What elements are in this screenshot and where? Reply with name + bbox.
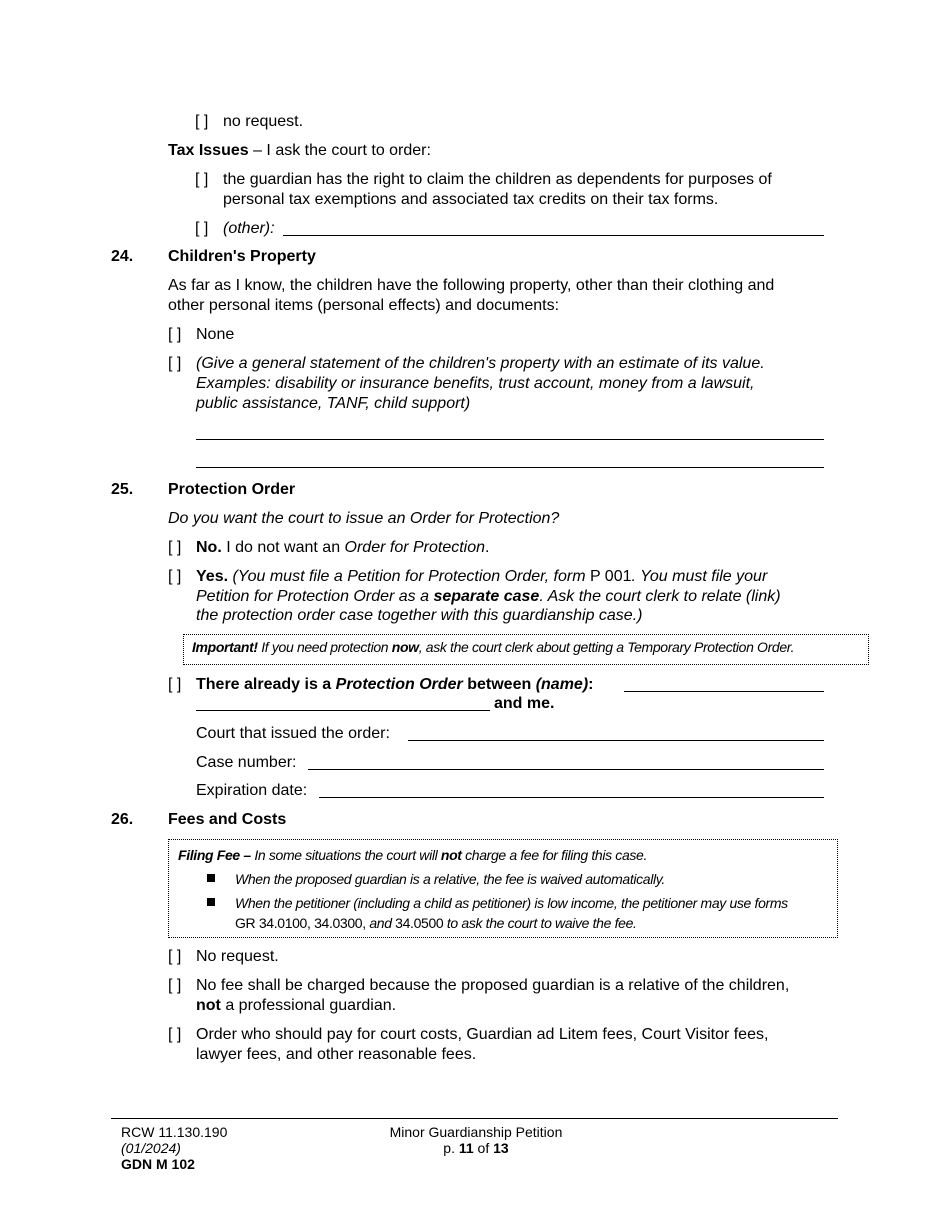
protection-no-option bbox=[168, 538, 489, 558]
gr-form-3: 34.0500 bbox=[395, 915, 444, 931]
property-statement-cont-2: public assistance, TANF, child support) bbox=[196, 395, 471, 412]
expiration-line[interactable] bbox=[319, 797, 824, 798]
expiration-label: Expiration date: bbox=[196, 782, 308, 799]
existing-text-a: There already is a bbox=[196, 676, 336, 693]
gr-forms: GR 34.0100, 34.0300, bbox=[235, 915, 366, 931]
existing-name-line[interactable] bbox=[624, 691, 824, 692]
important-text-c: , ask the court clerk about getting a Temporary Protection Order. bbox=[418, 639, 795, 655]
footer-page bbox=[376, 1140, 576, 1156]
fee-text-a: In some situations the court will bbox=[250, 847, 441, 863]
bullet-icon bbox=[207, 874, 215, 882]
fee-relative-option bbox=[168, 976, 789, 996]
and-text: and bbox=[365, 915, 396, 931]
case-number-label: Case number: bbox=[196, 754, 297, 771]
option-label: None bbox=[196, 326, 235, 343]
tax-issues-heading bbox=[168, 141, 431, 161]
yes-form-number: P 001 bbox=[589, 568, 632, 585]
yes-text-c: . You must file your bbox=[631, 568, 768, 585]
tax-other-option bbox=[195, 219, 275, 239]
section-24-number: 24. bbox=[111, 248, 134, 265]
existing-colon: : bbox=[588, 676, 594, 693]
checkbox[interactable]: [ ] bbox=[195, 171, 209, 188]
tax-dependents-option-cont: personal tax exemptions and associated tax credits on their tax forms. bbox=[223, 191, 719, 208]
footer-rule bbox=[111, 1118, 838, 1119]
option-label: No request. bbox=[196, 948, 279, 965]
yes-cont-1 bbox=[196, 587, 781, 607]
not-bold: not bbox=[196, 997, 221, 1014]
property-statement-cont-1: Examples: disability or insurance benefits, trust account, money from a lawsuit, bbox=[196, 375, 755, 392]
existing-name-line-2[interactable] bbox=[196, 710, 490, 711]
page-number: 11 bbox=[458, 1140, 474, 1156]
section-24-intro-cont: other personal items (personal effects) and documents: bbox=[168, 297, 560, 314]
tax-dependents-option bbox=[195, 170, 772, 190]
important-label: Important! bbox=[192, 639, 258, 655]
page-of: of bbox=[473, 1140, 494, 1156]
checkbox[interactable]: [ ] bbox=[168, 539, 182, 556]
footer-left bbox=[121, 1124, 227, 1172]
tax-issues-intro: – I ask the court to order: bbox=[248, 142, 431, 159]
option-label: Order who should pay for court costs, Guardian ad Litem fees, Court Visitor fees, bbox=[196, 1026, 769, 1043]
important-now: now bbox=[391, 639, 419, 655]
case-number-line[interactable] bbox=[308, 769, 824, 770]
checkbox[interactable]: [ ] bbox=[195, 113, 209, 130]
property-none-option bbox=[168, 325, 234, 345]
section-24-title: Children's Property bbox=[168, 248, 316, 265]
footer-center bbox=[376, 1124, 576, 1156]
section-25-title: Protection Order bbox=[168, 481, 296, 498]
fee-bullet-2-cont bbox=[235, 912, 637, 934]
option-label: (other): bbox=[223, 220, 275, 237]
fee-order-cont: lawyer fees, and other reasonable fees. bbox=[196, 1046, 477, 1063]
option-label: (Give a general statement of the children's property with an estimate of its value. bbox=[196, 355, 765, 372]
existing-name-label: (name) bbox=[535, 676, 589, 693]
tax-issues-title: Tax Issues bbox=[168, 142, 249, 159]
section-25-number: 25. bbox=[111, 481, 134, 498]
court-issued-label: Court that issued the order: bbox=[196, 725, 390, 742]
important-text-a: If you need protection bbox=[257, 639, 392, 655]
option-label: the guardian has the right to claim the children as dependents for purposes of bbox=[223, 171, 772, 188]
section-26-number: 26. bbox=[111, 811, 134, 828]
checkbox[interactable]: [ ] bbox=[168, 676, 182, 693]
waive-text: to ask the court to waive the fee. bbox=[443, 915, 637, 931]
no-text: I do not want an bbox=[221, 539, 345, 556]
yes-text-a: (You must file a Petition for Protection Order, form bbox=[228, 568, 590, 585]
footer-form-number: GDN M 102 bbox=[121, 1156, 195, 1172]
fee-bullet-2 bbox=[207, 892, 788, 914]
checkbox[interactable]: [ ] bbox=[168, 355, 182, 372]
fee-bullet-1 bbox=[207, 868, 665, 890]
tax-no-request-option bbox=[195, 112, 303, 132]
footer-title: Minor Guardianship Petition bbox=[389, 1124, 563, 1140]
filing-fee-note bbox=[168, 839, 838, 938]
no-label: No. bbox=[196, 539, 222, 556]
checkbox[interactable]: [ ] bbox=[168, 948, 182, 965]
court-issued-line[interactable] bbox=[408, 740, 824, 741]
bullet-icon bbox=[207, 898, 215, 906]
bullet-2-text: When the petitioner (including a child as petitioner) is low income, the petitioner may use forms bbox=[235, 895, 788, 911]
property-fill-line-2[interactable] bbox=[196, 467, 824, 468]
fee-no-request-option bbox=[168, 947, 279, 967]
tax-other-fill-line[interactable] bbox=[283, 235, 824, 236]
important-note bbox=[183, 634, 869, 665]
fee-relative-cont bbox=[196, 996, 396, 1016]
checkbox[interactable]: [ ] bbox=[168, 1026, 182, 1043]
page-prefix: p. bbox=[443, 1140, 459, 1156]
option-label: No fee shall be charged because the proposed guardian is a relative of the children, bbox=[196, 977, 790, 994]
fee-order-option bbox=[168, 1025, 768, 1045]
property-statement-option bbox=[168, 354, 765, 374]
separate-case: separate case bbox=[433, 588, 540, 605]
page-total: 13 bbox=[493, 1140, 509, 1156]
protection-yes-option bbox=[168, 567, 767, 587]
footer-date: (01/2024) bbox=[121, 1140, 181, 1156]
section-26-title: Fees and Costs bbox=[168, 811, 287, 828]
and-me: and me. bbox=[494, 695, 555, 712]
section-24-intro: As far as I know, the children have the following property, other than their clothing and bbox=[168, 277, 775, 294]
property-fill-line-1[interactable] bbox=[196, 439, 824, 440]
fee-intro bbox=[178, 844, 647, 866]
yes-label: Yes. bbox=[196, 568, 229, 585]
checkbox[interactable]: [ ] bbox=[168, 977, 182, 994]
fee-not: not bbox=[440, 847, 462, 863]
option-label: no request. bbox=[223, 113, 304, 130]
bullet-1-text: When the proposed guardian is a relative, the fee is waived automatically. bbox=[235, 871, 665, 887]
fee-label: Filing Fee – bbox=[178, 847, 251, 863]
protection-question: Do you want the court to issue an Order for Protection? bbox=[168, 510, 560, 527]
checkbox[interactable]: [ ] bbox=[195, 220, 209, 237]
no-italic: Order for Protection bbox=[344, 539, 486, 556]
no-end: . bbox=[485, 539, 490, 556]
yes-cont-1c: . Ask the court clerk to relate (link) bbox=[539, 588, 781, 605]
footer-rcw: RCW 11.130.190 bbox=[121, 1124, 228, 1140]
yes-cont-1a: Petition for Protection Order as a bbox=[196, 588, 434, 605]
relative-cont-text: a professional guardian. bbox=[220, 997, 397, 1014]
existing-text-c: between bbox=[462, 676, 536, 693]
fee-text-c: charge a fee for filing this case. bbox=[461, 847, 648, 863]
yes-cont-2: the protection order case together with this guardianship case.) bbox=[196, 607, 643, 624]
checkbox[interactable]: [ ] bbox=[168, 326, 182, 343]
checkbox[interactable]: [ ] bbox=[168, 568, 182, 585]
existing-text-b: Protection Order bbox=[335, 676, 463, 693]
existing-order-option bbox=[168, 675, 593, 695]
